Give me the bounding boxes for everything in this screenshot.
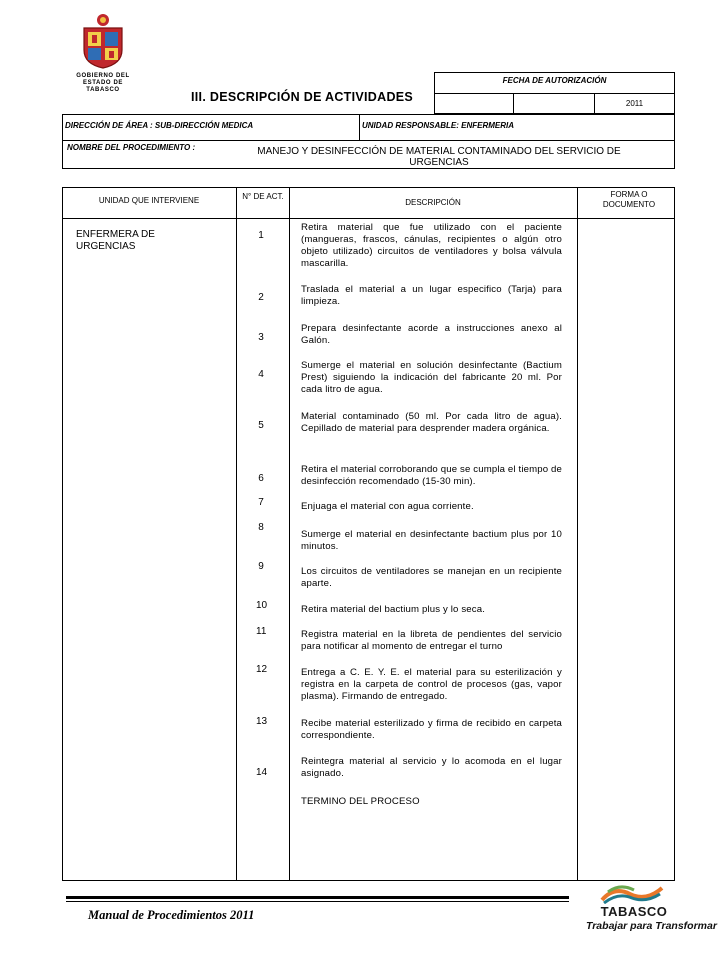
- direction-label: DIRECCIÓN DE ÁREA : SUB-DIRECCIÓN MEDICA: [65, 121, 254, 130]
- activity-description: Registra material en la libreta de pendientes del servicio para notificar al momento de entregar el turno: [301, 629, 562, 652]
- section-title: III. DESCRIPCIÓN DE ACTIVIDADES: [191, 90, 414, 104]
- activity-description: Retira material que fue utilizado con el paciente (mangueras, frascos, cánulas, recipientes o algún otro objeto utilizado) circuitos de ventiladores y bolsa válvula mascarilla.: [301, 222, 562, 269]
- table-col-divider: [577, 187, 578, 881]
- manual-title: Manual de Procedimientos 2011: [88, 908, 255, 922]
- activity-number: 10: [256, 600, 268, 611]
- activity-number: 13: [256, 716, 268, 727]
- activity-number: 7: [258, 497, 264, 508]
- authorization-label: FECHA DE AUTORIZACIÓN: [502, 76, 607, 85]
- tabasco-logo-word: TABASCO: [600, 904, 668, 919]
- activity-number: 4: [258, 369, 264, 380]
- activity-number: 12: [256, 664, 268, 675]
- activity-description: Entrega a C. E. Y. E. el material para su esterilización y registra en la carpeta de control de procesos (gas, vapor plasma). Firmando de entregado.: [301, 667, 562, 702]
- activity-description: Los circuitos de ventiladores se manejan en un recipiente aparte.: [301, 566, 562, 589]
- authorization-year: 2011: [625, 99, 644, 108]
- activity-number: 6: [258, 473, 264, 484]
- activity-description: Sumerge el material en desinfectante bactium plus por 10 minutos.: [301, 529, 562, 552]
- activity-description: Prepara desinfectante acorde a instrucciones anexo al Galón.: [301, 323, 562, 346]
- seal-caption-line: ESTADO DE: [83, 80, 123, 86]
- activity-number: 11: [256, 626, 267, 637]
- activity-description: Enjuaga el material con agua corriente.: [301, 501, 474, 512]
- col-header-description: DESCRIPCIÓN: [405, 198, 461, 207]
- table-col-divider: [236, 187, 237, 881]
- tabasco-logo-icon: [600, 884, 664, 904]
- authorization-cell-divider: [513, 93, 514, 114]
- activity-number: 9: [258, 561, 264, 572]
- info-row-divider: [359, 114, 360, 141]
- intervening-unit: ENFERMERA DE URGENCIAS: [76, 229, 155, 252]
- table-header-divider: [62, 218, 675, 219]
- activity-number: 1: [258, 230, 264, 241]
- activity-description: Recibe material esterilizado y firma de recibido en carpeta correspondiente.: [301, 718, 562, 741]
- procedure-label: NOMBRE DEL PROCEDIMIENTO :: [67, 143, 196, 152]
- activity-number: 3: [258, 332, 264, 343]
- activity-description: Material contaminado (50 ml. Por cada litro de agua). Cepillado de material para desprender madera orgánica.: [301, 411, 562, 434]
- activity-number: 5: [258, 420, 264, 431]
- responsible-unit-label: UNIDAD RESPONSABLE: ENFERMERIA: [362, 121, 515, 130]
- procedure-name: MANEJO Y DESINFECCIÓN DE MATERIAL CONTAMINADO DEL SERVICIO DE URGENCIAS: [257, 146, 621, 168]
- tabasco-logo-slogan: Trabajar para Transformar: [586, 920, 717, 932]
- activity-description: Retira el material corroborando que se cumpla el tiempo de desinfección recomendado (15-30 min).: [301, 464, 562, 487]
- col-header-form: FORMA O DOCUMENTO: [602, 190, 656, 209]
- table-col-divider: [289, 187, 290, 881]
- seal-caption-line: TABASCO: [86, 87, 120, 93]
- col-header-number: N° DE ACT.: [242, 192, 284, 201]
- authorization-divider: [434, 93, 675, 94]
- footer-rule-thin: [66, 901, 569, 902]
- seal-caption: [60, 73, 146, 94]
- activity-number: 2: [258, 292, 264, 303]
- activity-number: 14: [256, 767, 268, 778]
- activity-description: TERMINO DEL PROCESO: [301, 796, 420, 807]
- tabasco-logo: [582, 884, 717, 944]
- col-header-unit: UNIDAD QUE INTERVIENE: [98, 196, 200, 205]
- seal-caption-line: GOBIERNO DEL: [76, 73, 130, 79]
- tabasco-seal-icon: [78, 12, 128, 70]
- activity-description: Sumerge el material en solución desinfectante (Bactium Prest) siguiendo la indicación del fabricante 20 ml. Por cada litro de agua.: [301, 360, 562, 395]
- activity-number: 8: [258, 522, 264, 533]
- activity-description: Reintegra material al servicio y lo acomoda en el lugar asignado.: [301, 756, 562, 779]
- footer-rule: [66, 896, 569, 899]
- activity-description: Retira material del bactium plus y lo seca.: [301, 604, 486, 615]
- activity-description: Traslada el material a un lugar especifico (Tarja) para limpieza.: [301, 284, 562, 307]
